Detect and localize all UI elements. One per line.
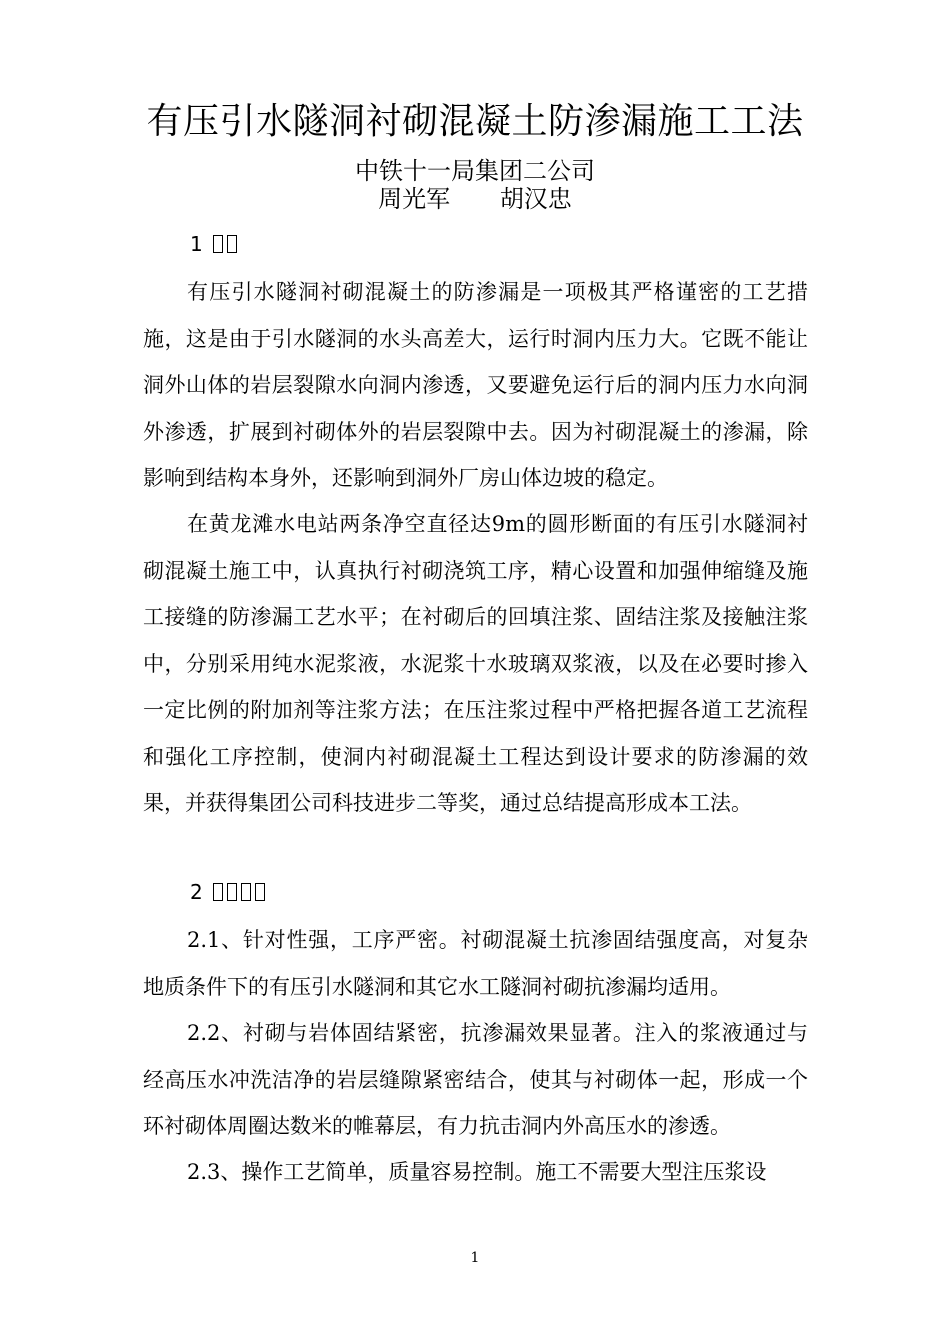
- document-title: 有压引水隧洞衬砌混凝土防渗漏施工工法: [146, 101, 804, 142]
- missing-glyph-box: [255, 883, 265, 901]
- body-paragraph: 有压引水隧洞衬砌混凝土的防渗漏是一项极其严格谨密的工艺措施，这是由于引水隧洞的水头高差大，运行时洞内压力大。它既不能让洞外山体的岩层裂隙水向洞内渗透，又要避免运行后的洞内压力水向洞外渗透，扩展到衬砌体外的岩层裂隙中去。因为衬砌混凝土的渗漏，除影响到结构本身外，还影响到洞外厂房山体边坡的稳定。: [143, 280, 808, 490]
- section-number: 2: [190, 880, 203, 904]
- body-paragraph: 2.3、操作工艺简单，质量容易控制。施工不需要大型注压浆设: [187, 1160, 767, 1184]
- section-number: 1: [190, 232, 203, 256]
- body-paragraph: 在黄龙滩水电站两条净空直径达9m的圆形断面的有压引水隧洞衬砌混凝土施工中，认真执行衬砌浇筑工序，精心设置和加强伸缩缝及施工接缝的防渗漏工艺水平；在衬砌后的回填注浆、固结注浆及接触注浆中，分别采用纯水泥浆液，水泥浆十水玻璃双浆液，以及在必要时掺入一定比例的附加剂等注浆方法；在压注浆过程中严格把握各道工艺流程和强化工序控制，使洞内衬砌混凝土工程达到设计要求的防渗漏的效果，并获得集团公司科技进步二等奖，通过总结提高形成本工法。: [143, 512, 808, 815]
- page-number: 1: [470, 1250, 480, 1266]
- body-paragraph: 2.1、针对性强，工序严密。衬砌混凝土抗渗固结强度高，对复杂地质条件下的有压引水隧洞和其它水工隧洞衬砌抗渗漏均适用。: [143, 928, 808, 999]
- missing-glyph-box: [241, 883, 251, 901]
- missing-glyph-box: [227, 235, 237, 253]
- missing-glyph-box: [213, 883, 223, 901]
- author-name: 周光军: [378, 185, 451, 213]
- section-heading: [190, 230, 241, 258]
- author-name: 胡汉忠: [499, 185, 572, 213]
- author-names: [0, 184, 950, 214]
- section-heading: [190, 878, 269, 906]
- missing-glyph-box: [213, 235, 223, 253]
- body-paragraph: 2.2、衬砌与岩体固结紧密，抗渗漏效果显著。注入的浆液通过与经高压水冲洗洁净的岩层缝隙紧密结合，使其与衬砌体一起，形成一个环衬砌体周圈达数米的帷幕层，有力抗击洞内外高压水的渗透。: [143, 1021, 808, 1138]
- author-organization: 中铁十一局集团二公司: [355, 157, 595, 185]
- missing-glyph-box: [227, 883, 237, 901]
